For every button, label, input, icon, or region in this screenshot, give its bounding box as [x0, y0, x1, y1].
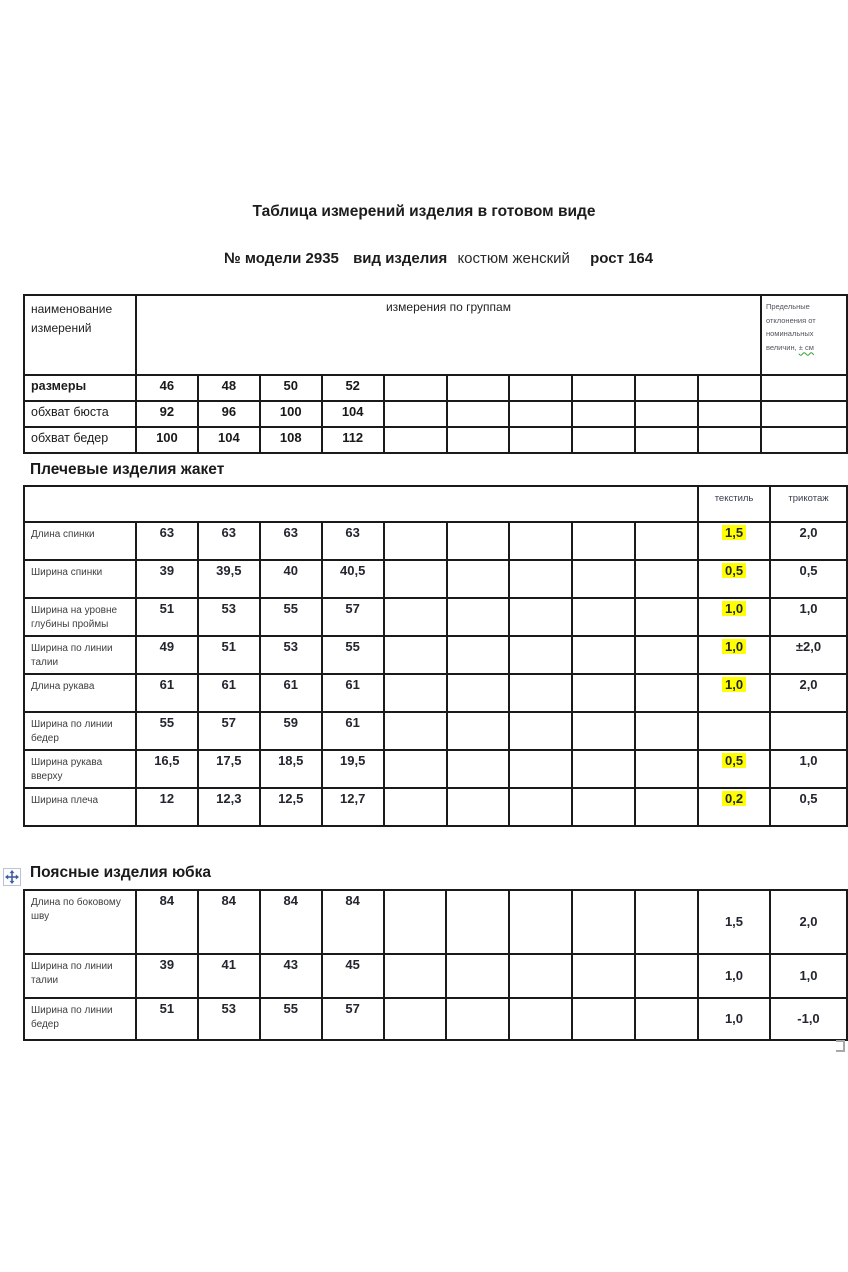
textile-value [698, 890, 770, 954]
empty-cell [447, 560, 510, 598]
empty-cell [447, 522, 510, 560]
empty-cell [447, 750, 510, 788]
empty-cell [384, 401, 447, 427]
textile-value-text: 0,2 [722, 791, 746, 806]
skirt-measurements-table [23, 889, 848, 1041]
textile-value-text: 1,0 [724, 1011, 744, 1026]
textile-value-text: 1,0 [722, 639, 746, 654]
knit-value: -1,0 [770, 998, 847, 1040]
size-value: 12,7 [322, 788, 384, 826]
knit-value: 2,0 [770, 674, 847, 712]
empty-cell [698, 375, 761, 401]
empty-cell [509, 954, 572, 998]
empty-cell [635, 890, 698, 954]
size-value: 84 [322, 890, 384, 954]
empty-cell [572, 890, 635, 954]
empty-cell [384, 375, 447, 401]
deviations-text: Предельные отклонения от номинальных величин, [765, 302, 816, 352]
row-label: обхват бедер [24, 427, 136, 453]
empty-cell [761, 375, 847, 401]
table1-row [24, 401, 847, 427]
size-value: 112 [322, 427, 384, 453]
knit-value: 1,0 [770, 750, 847, 788]
row-label: Ширина по линии бедер [24, 998, 136, 1040]
size-value: 104 [322, 401, 384, 427]
general-measurements-table [23, 294, 848, 454]
skirt-row [24, 954, 847, 998]
empty-cell [572, 522, 635, 560]
empty-cell [447, 427, 510, 453]
textile-value-text: 1,0 [722, 601, 746, 616]
empty-cell [446, 890, 509, 954]
row-label: Ширина плеча [24, 788, 136, 826]
product-kind-label: вид изделия [353, 250, 448, 267]
row-label: Длина спинки [24, 522, 136, 560]
empty-cell [447, 636, 510, 674]
textile-value [698, 598, 770, 636]
size-value: 12,3 [198, 788, 260, 826]
row-label: Длина рукава [24, 674, 136, 712]
size-value: 39 [136, 954, 198, 998]
empty-cell [384, 954, 447, 998]
skirt-row [24, 998, 847, 1040]
size-value: 43 [260, 954, 322, 998]
size-value: 16,5 [136, 750, 198, 788]
empty-cell [635, 954, 698, 998]
empty-cell [761, 401, 847, 427]
deviations-unit: ± см [798, 342, 814, 352]
empty-cell [384, 788, 447, 826]
textile-column-header: текстиль [698, 486, 770, 522]
size-value: 55 [322, 636, 384, 674]
product-kind-value: костюм женский [457, 250, 570, 267]
empty-cell [572, 750, 635, 788]
size-value: 61 [136, 674, 198, 712]
size-value: 61 [198, 674, 260, 712]
size-value: 55 [260, 998, 322, 1040]
empty-cell [384, 750, 447, 788]
empty-cell [509, 750, 572, 788]
size-value: 55 [260, 598, 322, 636]
empty-cell [635, 375, 698, 401]
size-value: 63 [260, 522, 322, 560]
row-label: Длина по боковому шву [24, 890, 136, 954]
size-value: 45 [322, 954, 384, 998]
size-value: 57 [198, 712, 260, 750]
size-value: 39 [136, 560, 198, 598]
empty-cell [635, 674, 698, 712]
textile-value-text: 0,5 [722, 753, 746, 768]
skirt-section-heading: Поясные изделия юбка [30, 864, 211, 881]
empty-cell [635, 712, 698, 750]
empty-cell [384, 712, 447, 750]
jacket-row [24, 598, 847, 636]
empty-cell [384, 890, 447, 954]
size-value: 61 [322, 712, 384, 750]
size-value: 12,5 [260, 788, 322, 826]
jacket-row [24, 788, 847, 826]
textile-value [698, 750, 770, 788]
empty-cell [446, 954, 509, 998]
empty-cell [509, 636, 572, 674]
size-value: 51 [136, 598, 198, 636]
size-value: 108 [260, 427, 322, 453]
empty-cell [384, 998, 447, 1040]
empty-cell [698, 427, 761, 453]
size-value: 61 [322, 674, 384, 712]
table-resize-handle-icon[interactable] [836, 1040, 845, 1052]
table1-row [24, 427, 847, 453]
size-value: 53 [198, 598, 260, 636]
empty-cell [447, 788, 510, 826]
size-value: 84 [198, 890, 260, 954]
size-value: 100 [260, 401, 322, 427]
empty-cell [572, 674, 635, 712]
empty-cell [446, 998, 509, 1040]
empty-cell [572, 427, 635, 453]
knit-value: 0,5 [770, 560, 847, 598]
empty-cell [384, 560, 447, 598]
row-label: Ширина по линии бедер [24, 712, 136, 750]
knit-value: 2,0 [770, 522, 847, 560]
empty-cell [572, 598, 635, 636]
textile-value-text: 1,5 [724, 914, 744, 929]
header-deviations-col [761, 295, 847, 375]
knit-value: 2,0 [770, 890, 847, 954]
textile-value-text: 1,0 [724, 968, 744, 983]
jacket-measurements-table [23, 485, 848, 827]
empty-cell [447, 401, 510, 427]
empty-cell [572, 401, 635, 427]
jacket-row [24, 522, 847, 560]
knit-column-header: трикотаж [770, 486, 847, 522]
row-label: Ширина на уровне глубины проймы [24, 598, 136, 636]
empty-cell [509, 375, 572, 401]
empty-cell [572, 998, 635, 1040]
jacket-header-spacer [24, 486, 698, 522]
header-groups-col: измерения по группам [136, 295, 761, 375]
empty-cell [572, 712, 635, 750]
jacket-header-row [24, 486, 847, 522]
size-value: 40,5 [322, 560, 384, 598]
size-value: 57 [322, 998, 384, 1040]
empty-cell [635, 598, 698, 636]
empty-cell [447, 375, 510, 401]
size-value: 52 [322, 375, 384, 401]
skirt-row [24, 890, 847, 954]
empty-cell [572, 560, 635, 598]
empty-cell [509, 598, 572, 636]
jacket-row [24, 674, 847, 712]
empty-cell [635, 636, 698, 674]
jacket-row [24, 636, 847, 674]
textile-value [698, 954, 770, 998]
empty-cell [509, 712, 572, 750]
model-number: № модели 2935 [224, 250, 339, 267]
size-value: 96 [198, 401, 260, 427]
size-value: 17,5 [198, 750, 260, 788]
jacket-row [24, 560, 847, 598]
size-value: 46 [136, 375, 198, 401]
empty-cell [509, 522, 572, 560]
size-value: 92 [136, 401, 198, 427]
row-label: Ширина рукава вверху [24, 750, 136, 788]
empty-cell [384, 674, 447, 712]
empty-cell [509, 401, 572, 427]
empty-cell [635, 750, 698, 788]
empty-cell [572, 375, 635, 401]
textile-value [698, 522, 770, 560]
size-value: 63 [198, 522, 260, 560]
size-value: 57 [322, 598, 384, 636]
empty-cell [635, 788, 698, 826]
row-label: Ширина по линии талии [24, 636, 136, 674]
size-value: 41 [198, 954, 260, 998]
empty-cell [509, 674, 572, 712]
empty-cell [635, 998, 698, 1040]
empty-cell [635, 427, 698, 453]
empty-cell [635, 401, 698, 427]
jacket-row [24, 750, 847, 788]
textile-value [698, 674, 770, 712]
row-label: обхват бюста [24, 401, 136, 427]
size-value: 53 [198, 998, 260, 1040]
size-value: 49 [136, 636, 198, 674]
textile-value [698, 712, 770, 750]
empty-cell [384, 427, 447, 453]
size-value: 48 [198, 375, 260, 401]
empty-cell [509, 788, 572, 826]
row-label: размеры [24, 375, 136, 401]
table1-row [24, 375, 847, 401]
empty-cell [509, 998, 572, 1040]
textile-value [698, 788, 770, 826]
jacket-section-heading: Плечевые изделия жакет [30, 461, 225, 478]
knit-value: ±2,0 [770, 636, 847, 674]
size-value: 53 [260, 636, 322, 674]
empty-cell [384, 522, 447, 560]
row-label: Ширина спинки [24, 560, 136, 598]
empty-cell [384, 598, 447, 636]
empty-cell [509, 560, 572, 598]
empty-cell [447, 598, 510, 636]
size-value: 55 [136, 712, 198, 750]
jacket-row [24, 712, 847, 750]
textile-value-text: 0,5 [722, 563, 746, 578]
textile-value-text: 1,5 [722, 525, 746, 540]
model-info-line [224, 250, 653, 267]
empty-cell [509, 427, 572, 453]
size-value: 39,5 [198, 560, 260, 598]
size-value: 63 [136, 522, 198, 560]
knit-value: 0,5 [770, 788, 847, 826]
empty-cell [572, 954, 635, 998]
table-move-handle-icon[interactable] [3, 868, 21, 886]
empty-cell [698, 401, 761, 427]
size-value: 84 [136, 890, 198, 954]
size-value: 59 [260, 712, 322, 750]
size-value: 50 [260, 375, 322, 401]
height-value: рост 164 [590, 250, 654, 267]
empty-cell [572, 636, 635, 674]
empty-cell [761, 427, 847, 453]
size-value: 18,5 [260, 750, 322, 788]
empty-cell [509, 890, 572, 954]
page-title: Таблица измерений изделия в готовом виде [252, 203, 596, 220]
empty-cell [384, 636, 447, 674]
knit-value: 1,0 [770, 598, 847, 636]
move-cross-icon [5, 870, 19, 884]
size-value: 51 [198, 636, 260, 674]
textile-value [698, 560, 770, 598]
size-value: 12 [136, 788, 198, 826]
textile-value [698, 998, 770, 1040]
empty-cell [635, 560, 698, 598]
header-name-col: наименование измерений [24, 295, 136, 375]
knit-value: 1,0 [770, 954, 847, 998]
size-value: 51 [136, 998, 198, 1040]
empty-cell [447, 712, 510, 750]
size-value: 100 [136, 427, 198, 453]
knit-value [770, 712, 847, 750]
empty-cell [572, 788, 635, 826]
size-value: 19,5 [322, 750, 384, 788]
table1-header-row [24, 295, 847, 375]
empty-cell [635, 522, 698, 560]
row-label: Ширина по линии талии [24, 954, 136, 998]
empty-cell [447, 674, 510, 712]
size-value: 104 [198, 427, 260, 453]
size-value: 84 [260, 890, 322, 954]
size-value: 61 [260, 674, 322, 712]
textile-value-text: 1,0 [722, 677, 746, 692]
size-value: 40 [260, 560, 322, 598]
textile-value [698, 636, 770, 674]
size-value: 63 [322, 522, 384, 560]
